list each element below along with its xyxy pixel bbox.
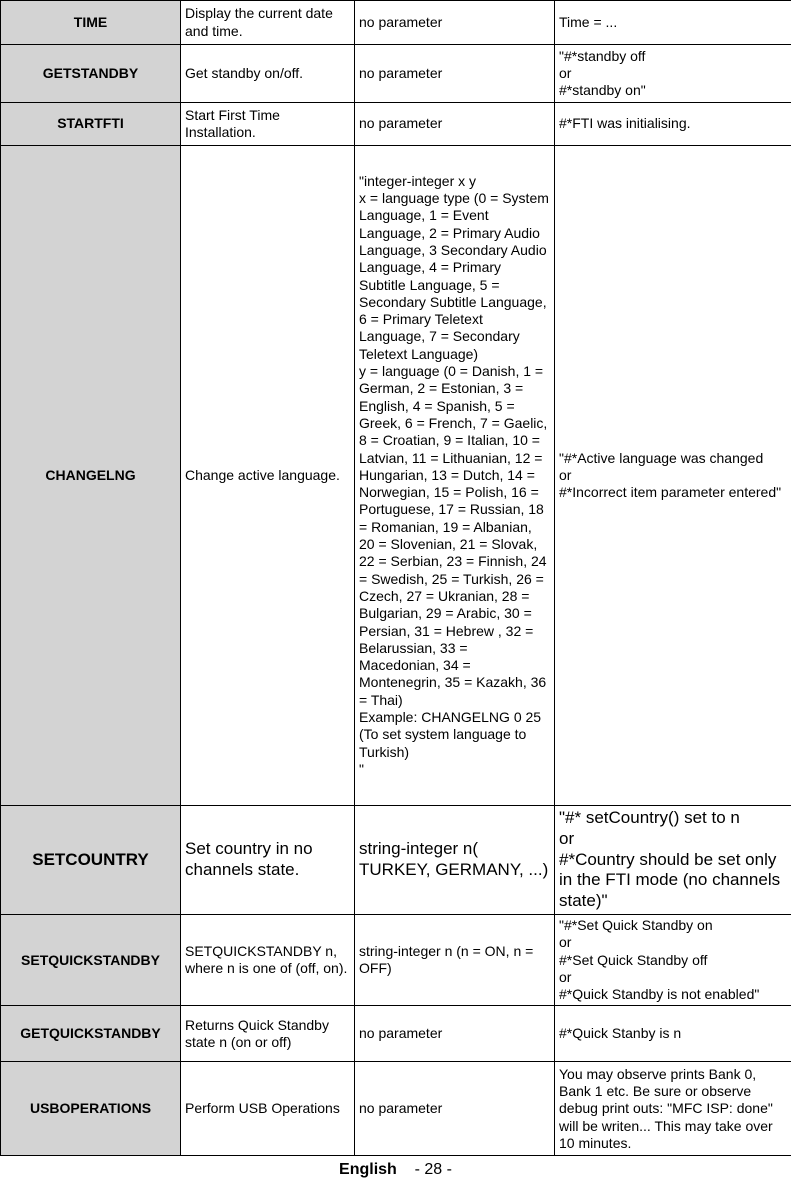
footer-spacer [401,1161,410,1178]
parameter-cell: no parameter [355,103,555,146]
description-cell: Returns Quick Standby state n (on or off) [181,1006,355,1062]
command-cell: CHANGELNG [1,146,181,806]
table-row [1,1006,791,1062]
response-cell: #*Quick Stanby is n [555,1006,791,1062]
command-cell: SETCOUNTRY [1,806,181,915]
table-row [1,1062,791,1156]
table-row [1,45,791,103]
page-footer [0,1160,791,1180]
page-number: - 28 - [414,1161,452,1178]
response-cell: Time = ... [555,1,791,45]
description-cell: Get standby on/off. [181,45,355,103]
table-row [1,914,791,1005]
parameter-cell: no parameter [355,45,555,103]
command-cell: SETQUICKSTANDBY [1,914,181,1005]
response-cell [555,914,791,1005]
response-cell [555,146,791,806]
parameter-cell [355,146,555,806]
description-cell: Start First Time Installation. [181,103,355,146]
command-cell: USBOPERATIONS [1,1062,181,1156]
table-row [1,1,791,45]
parameter-text: "integer-integer x y x = language type (0 = System Language, 1 = Event Language, 2 = Primary Audio Language, 3 Secondary Audio Language, 4 = Primary Subtitle Language, 5 = Secondary Subtitle Language, 6 = Primary Teletext Language, 7 = Secondary Teletext Language) y = language (0 = Danish, 1 = German, 2 = Estonian, 3 = English, 4 = Spanish, 5 = Greek, 6 = French, 7 = Gaelic, 8 = Croatian, 9 = Italian, 10 = Latvian, 11 = Lithuanian, 12 = Hungarian, 13 = Dutch, 14 = Norwegian, 15 = Polish, 16 = Portuguese, 17 = Russian, 18 = Romanian, 19 = Albanian, 20 = Slovenian, 21 = Slovak, 22 = Serbian, 23 = Finnish, 24 = Swedish, 25 = Turkish, 26 = Czech, 27 = Ukranian, 28 = Bulgarian, 29 = Arabic, 30 = Persian, 31 = Hebrew , 32 = Belarussian, 33 = Macedonian, 34 = Montenegrin, 35 = Kazakh, 36 = Thai) Example: CHANGELNG 0 25 (To set system language to Turkish) " [359,172,549,777]
parameter-cell: no parameter [355,1006,555,1062]
footer-language: English [339,1161,397,1178]
parameter-cell: no parameter [355,1062,555,1156]
response-cell: #*FTI was initialising. [555,103,791,146]
description-cell: Perform USB Operations [181,1062,355,1156]
table-row [1,103,791,146]
description-cell: Change active language. [181,146,355,806]
table-row [1,806,791,915]
response-cell [555,806,791,915]
response-cell [555,45,791,103]
description-cell: SETQUICKSTANDBY n, where n is one of (off, on). [181,914,355,1005]
description-cell: Display the current date and time. [181,1,355,45]
command-cell: GETSTANDBY [1,45,181,103]
command-cell: GETQUICKSTANDBY [1,1006,181,1062]
parameter-cell: no parameter [355,1,555,45]
table-row [1,146,791,806]
parameter-cell: string-integer n( TURKEY, GERMANY, ...) [355,806,555,915]
parameter-cell: string-integer n (n = ON, n = OFF) [355,914,555,1005]
command-cell: STARTFTI [1,103,181,146]
response-text: "#*Set Quick Standby on or #*Set Quick Standby off or #*Quick Standby is not enabled" [559,916,760,1003]
response-text: "#*standby off or #*standby on" [559,47,646,99]
description-cell: Set country in no channels state. [181,806,355,915]
response-cell: You may observe prints Bank 0, Bank 1 etc. Be sure or observe debug print outs: "MFC ISP: done" will be writen... This may take over 10 minutes. [555,1062,791,1156]
response-text: "#*Active language was changed or #*Incorrect item parameter entered" [559,449,782,501]
response-text: "#* setCountry() set to n or #*Country should be set only in the FTI mode (no channels state)" [559,808,781,911]
command-cell: TIME [1,1,181,45]
